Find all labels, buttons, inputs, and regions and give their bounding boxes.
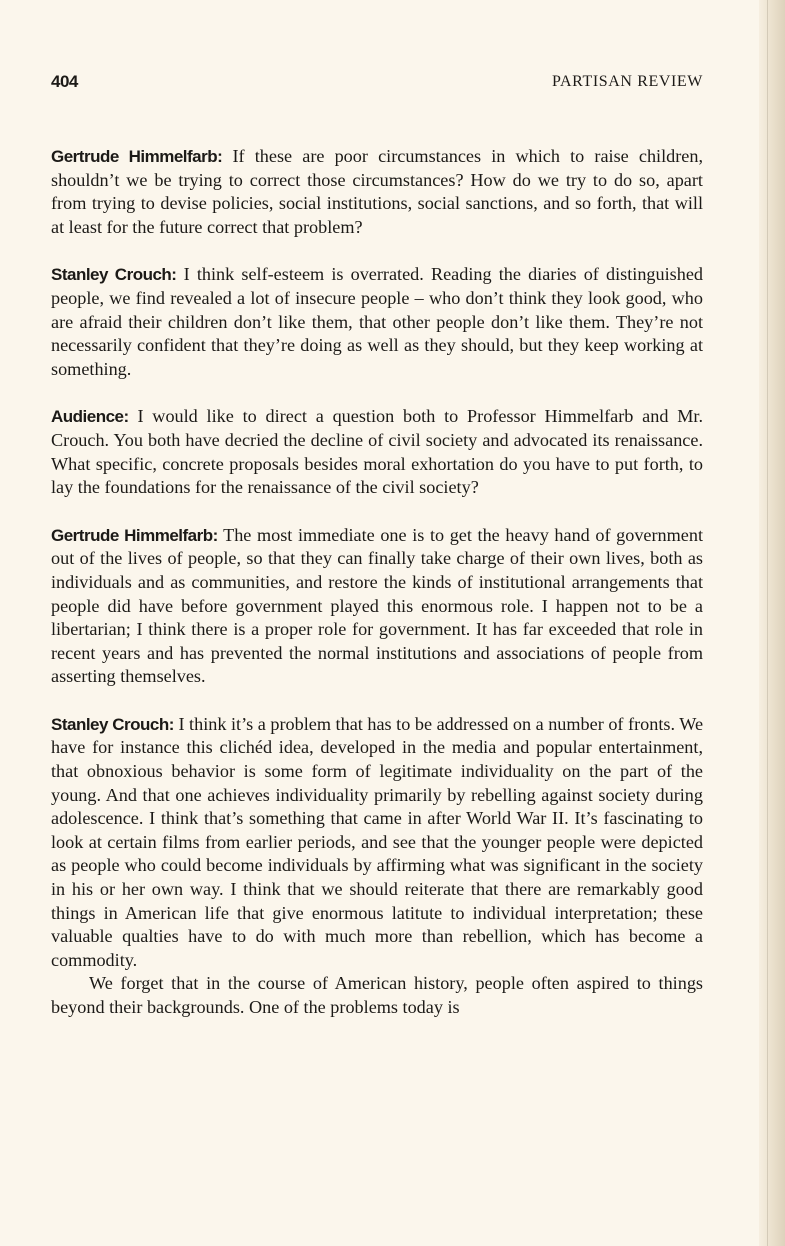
speech-text: The most immediate one is to get the heavy hand of government out of the lives of people, so that they can finally take charge of their own lives, both as individuals and as communities, and restore the kinds of institutional arrangements that people did have before government played this enormous role. I happen not to be a libertarian; I think there is a proper role for government. It has far exceeded that role in recent years and has prevented the normal institutions and associations of people from asserting themselves. <box>51 524 704 687</box>
speech-text: If these are poor circumstances in which to raise children, shouldn’t we be trying to correct those circumstances? How do we try to do so, apart from trying to devise policies, social institutions, social sanctions, and so forth, that will at least for the future correct that problem? <box>51 146 704 237</box>
paragraph <box>51 524 703 689</box>
speech-text: I think it’s a problem that has to be addressed on a number of fronts. We have for instance this clichéd idea, developed in the media and popular entertainment, that obnoxious behavior is some form of legitimate individuality on the part of the young. And that one achieves individuality primarily by rebelling against society during adolescence. I think that’s something that came in after World War II. It’s fascinating to look at certain films from earlier periods, and see that the younger people were depicted as people who could become individuals by affirming what was significant in the society in his or her own way. I think that we should reiterate that there are remarkably good things in American life that give enormous latitute to individual interpretation; these valuable qualties have to do with much more than rebellion, which has become a commodity. <box>51 713 704 970</box>
speaker-name: Gertrude Himmelfarb: <box>51 147 223 166</box>
paragraph <box>51 263 703 381</box>
paragraph-continued: We forget that in the course of American history, people often aspired to things beyond their backgrounds. One of the problems today is <box>51 973 703 1017</box>
running-head <box>51 72 703 96</box>
speaker-name: Stanley Crouch: <box>51 714 174 734</box>
exchange-himmelfarb-1 <box>51 145 703 239</box>
transcript-body <box>51 145 703 1044</box>
speaker-name: Audience: <box>51 407 129 427</box>
speech-text: I think self-esteem is overrated. Reading the diaries of distinguished people, we find revealed a lot of insecure people – who don’t think they look good, who are afraid their children don’t like them, that other people don’t like them. They’re not necessarily confident that they’re doing as well as they should, but they keep working at something. <box>51 264 704 379</box>
page-edge <box>759 0 785 1246</box>
page-number: 404 <box>51 72 78 91</box>
exchange-crouch-1 <box>51 263 703 381</box>
paragraph <box>51 405 703 499</box>
exchange-crouch-2 <box>51 713 703 1020</box>
speaker-name: Stanley Crouch: <box>51 265 177 285</box>
exchange-himmelfarb-2 <box>51 524 703 689</box>
speaker-name: Gertrude Himmelfarb: <box>51 525 218 545</box>
exchange-audience <box>51 405 703 499</box>
speech-text: I would like to direct a question both to Professor Himmelfarb and Mr. Crouch. You both have decried the decline of civil society and advocated its renaissance. What specific, concrete proposals besides moral exhortation do you have to put forth, to lay the foundations for the renaissance of the civil society? <box>51 406 703 498</box>
paragraph <box>51 145 703 239</box>
journal-title: PARTISAN REVIEW <box>551 73 703 90</box>
paragraph <box>51 713 703 973</box>
